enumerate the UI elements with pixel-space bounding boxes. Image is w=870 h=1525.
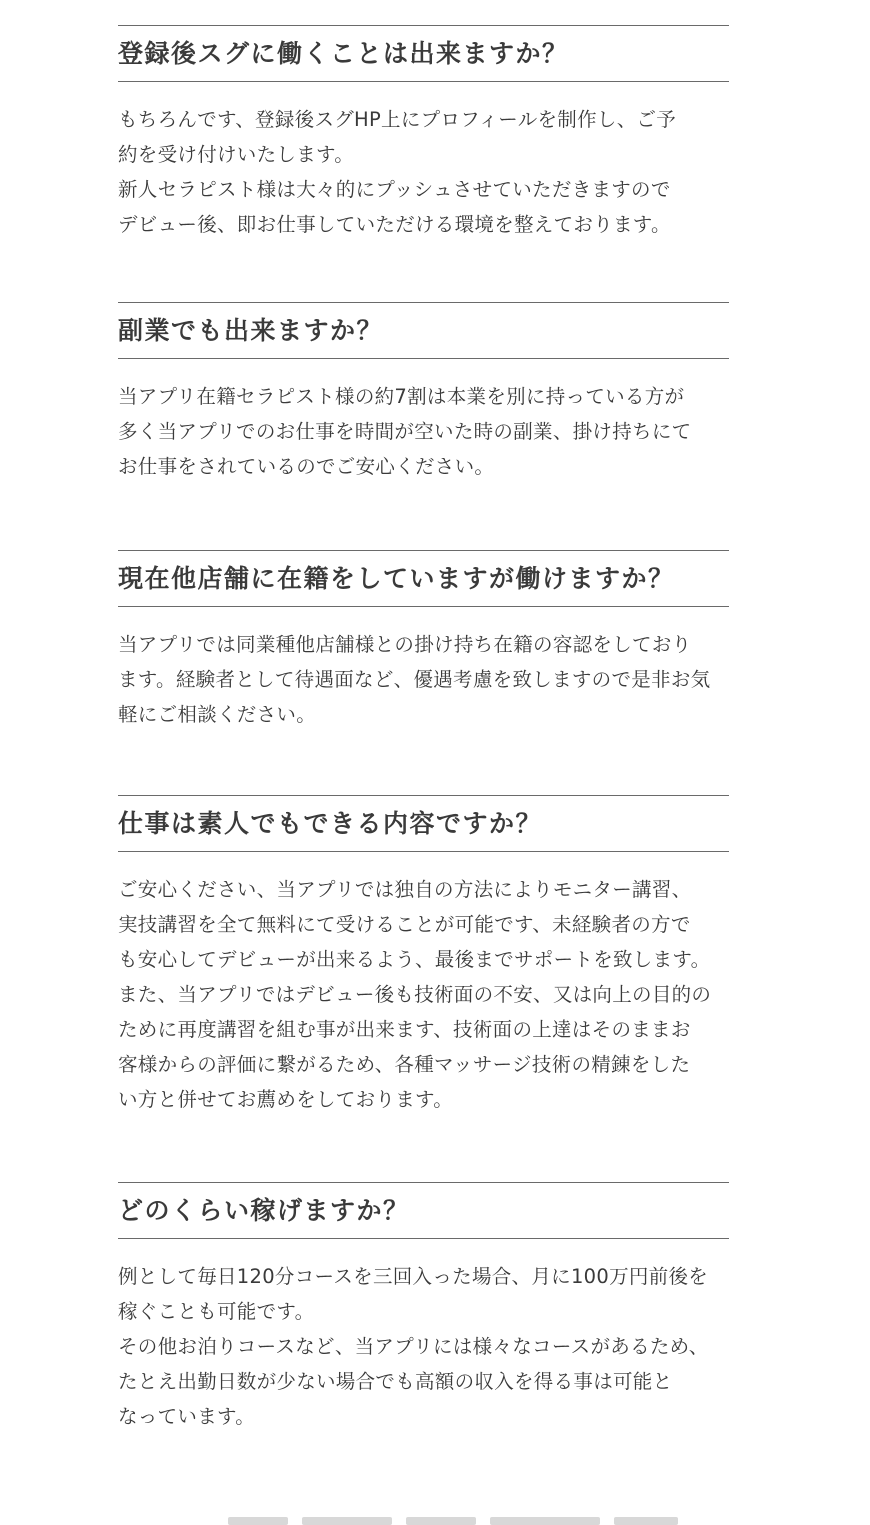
faq-item-2: [118, 302, 758, 484]
cut-off-fragment: [614, 1517, 678, 1525]
answer-line: 軽にご相談ください。: [118, 703, 317, 726]
answer-line: 多く当アプリでのお仕事を時間が空いた時の副業、掛け持ちにて: [118, 420, 692, 443]
answer-line: ます。経験者として待遇面など、優遇考慮を致しますので是非お気: [118, 668, 711, 691]
answer-line: ご安心ください、当アプリでは独自の方法によりモニター講習、: [118, 878, 692, 901]
answer-line: 新人セラピスト様は大々的にプッシュさせていただきますので: [118, 178, 671, 201]
faq-question: どのくらい稼げますか？: [118, 1196, 410, 1225]
cut-off-fragment: [406, 1517, 476, 1525]
faq-question-box: [118, 795, 729, 852]
answer-line: 実技講習を全て無料にて受けることが可能です、未経験者の方で: [118, 913, 691, 936]
answer-line: なっています。: [118, 1405, 256, 1428]
answer-line: 客様からの評価に繋がるため、各種マッサージ技術の精錬をした: [118, 1053, 691, 1076]
faq-answer: [118, 102, 758, 242]
faq-item-4: [118, 795, 758, 1117]
faq-question-box: [118, 1182, 729, 1239]
cut-off-fragment: [490, 1517, 600, 1525]
faq-question-box: [118, 25, 729, 82]
faq-answer: [118, 627, 758, 732]
cut-off-fragment: [302, 1517, 392, 1525]
answer-line: も安心してデビューが出来るよう、最後までサポートを致します。: [118, 948, 711, 971]
faq-item-5: [118, 1182, 758, 1434]
answer-line: 例として毎日120分コースを三回入った場合、月に100万円前後を: [118, 1265, 709, 1288]
answer-line: い方と併せてお薦めをしております。: [118, 1088, 454, 1111]
answer-line: たとえ出勤日数が少ない場合でも高額の収入を得る事は可能と: [118, 1370, 673, 1393]
faq-question-box: [118, 550, 729, 607]
answer-line: 稼ぐことも可能です。: [118, 1300, 315, 1323]
faq-answer: [118, 379, 758, 484]
faq-question: 仕事は素人でもできる内容ですか？: [118, 809, 543, 838]
answer-line: 約を受け付けいたします。: [118, 143, 355, 166]
faq-question: 現在他店舗に在籍をしていますが働けますか？: [118, 564, 675, 593]
faq-question-box: [118, 302, 729, 359]
cut-off-fragment: [228, 1517, 288, 1525]
faq-answer: [118, 872, 758, 1117]
answer-line: ために再度講習を組む事が出来ます、技術面の上達はそのままお: [118, 1018, 691, 1041]
answer-line: 当アプリ在籍セラピスト様の約7割は本業を別に持っている方が: [118, 385, 685, 408]
faq-item-1: [118, 25, 758, 242]
answer-line: デビュー後、即お仕事していただける環境を整えております。: [118, 213, 671, 236]
faq-question: 登録後スグに働くことは出来ますか？: [118, 39, 569, 68]
faq-question: 副業でも出来ますか？: [118, 316, 384, 345]
answer-line: 当アプリでは同業種他店舗様との掛け持ち在籍の容認をしており: [118, 633, 692, 656]
answer-line: その他お泊りコースなど、当アプリには様々なコースがあるため、: [118, 1335, 709, 1358]
answer-line: また、当アプリではデビュー後も技術面の不安、又は向上の目的の: [118, 983, 712, 1006]
answer-line: もちろんです、登録後スグHP上にプロフィールを制作し、ご予: [118, 108, 677, 131]
answer-line: お仕事をされているのでご安心ください。: [118, 455, 495, 478]
faq-answer: [118, 1259, 758, 1434]
faq-item-3: [118, 550, 758, 732]
cut-off-next-section: [228, 1517, 698, 1525]
